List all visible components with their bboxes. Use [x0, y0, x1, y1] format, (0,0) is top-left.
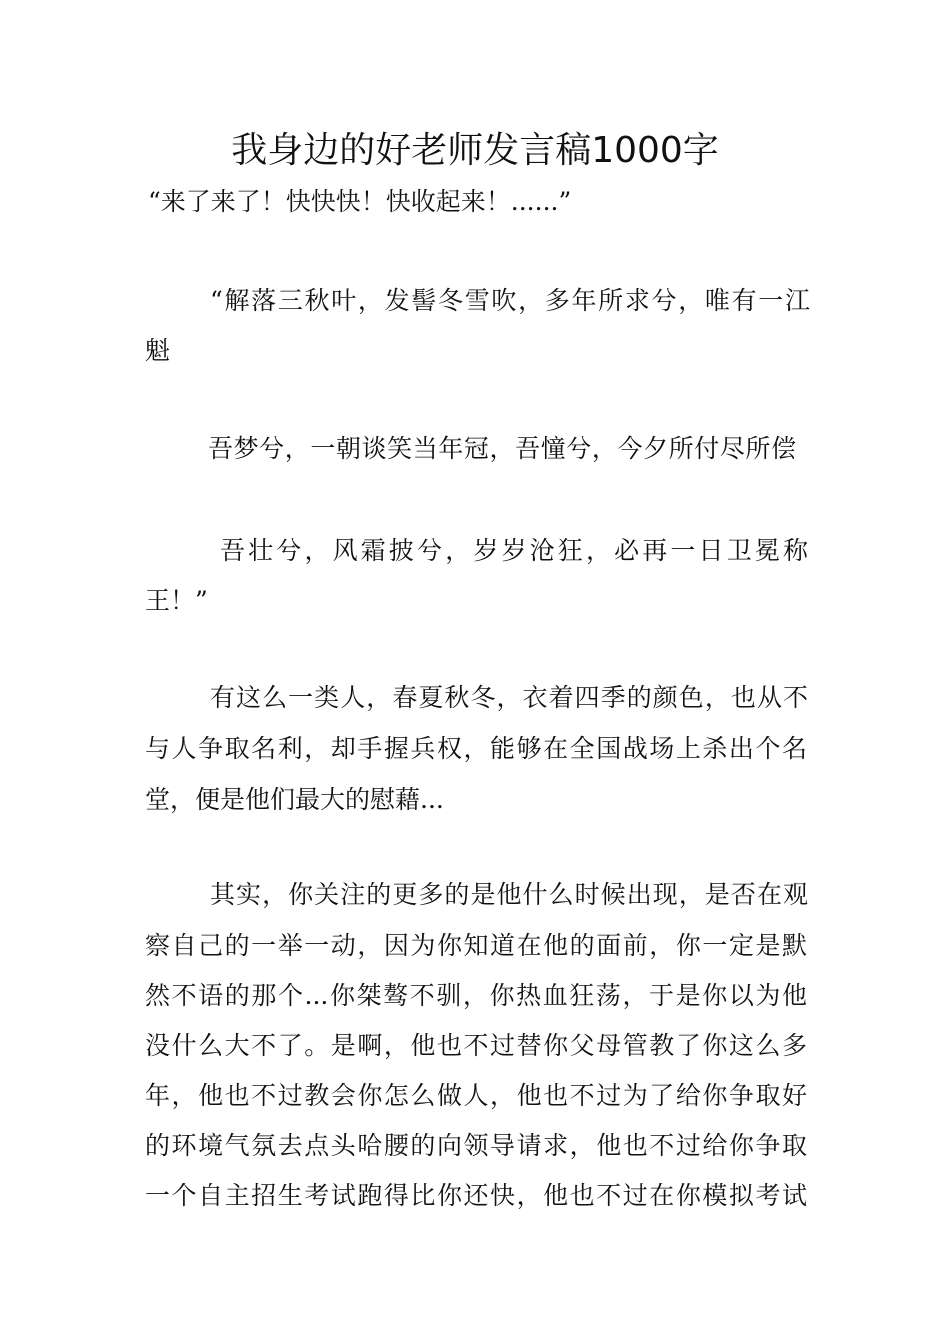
- text-line: 察自己的一举一动，因为你知道在他的面前，你一定是默: [145, 931, 807, 960]
- text-line: 有这么一类人，春夏秋冬，衣着四季的颜色，也从不: [210, 683, 808, 712]
- text-line: 一个自主招生考试跑得比你还快，他也不过在你模拟考试: [145, 1181, 807, 1210]
- text-line: 吾梦兮，一朝谈笑当年冠，吾憧兮，今夕所付尽所偿: [208, 434, 796, 463]
- text-line: 与人争取名利，却手握兵权，能够在全国战场上杀出个名: [145, 734, 807, 763]
- text-line: 年，他也不过教会你怎么做人，他也不过为了给你争取好: [145, 1081, 807, 1110]
- document-title: 我身边的好老师发言稿1000字: [231, 130, 719, 171]
- text-line: 其实，你关注的更多的是他什么时候出现，是否在观: [210, 880, 808, 909]
- text-line: 然不语的那个...你桀骜不驯，你热血狂荡，于是你以为他: [145, 981, 807, 1010]
- text-line: “解落三秋叶，发髻冬雪吹，多年所求兮，唯有一江: [210, 286, 810, 315]
- text-line: 没什么大不了。是啊，他也不过替你父母管教了你这么多: [145, 1031, 807, 1060]
- text-line: 的环境气氛去点头哈腰的向领导请求，他也不过给你争取: [145, 1131, 807, 1160]
- text-line: 魁: [145, 336, 171, 365]
- text-line: 王！”: [145, 586, 208, 615]
- text-line: 堂，便是他们最大的慰藉...: [145, 785, 444, 814]
- text-line: 吾壮兮，风霜披兮，岁岁沧狂，必再一日卫冕称: [220, 536, 808, 565]
- text-line: “来了来了！快快快！快收起来！......”: [148, 187, 572, 216]
